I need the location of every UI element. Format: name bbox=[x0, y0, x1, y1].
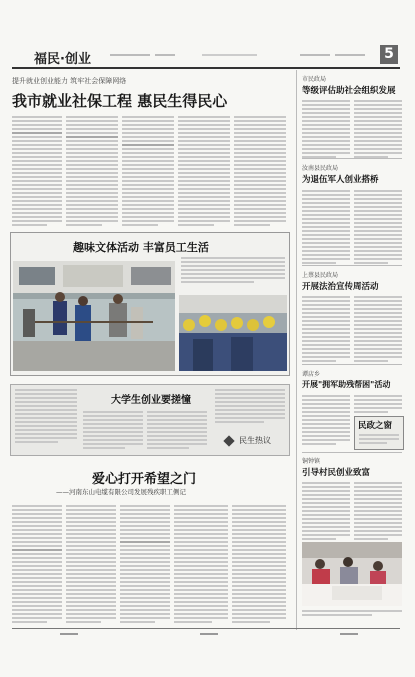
opinion-tag-label: 民生热议 bbox=[239, 436, 271, 445]
photo-feature bbox=[10, 232, 290, 376]
badge-title: 民政之窗 bbox=[358, 421, 393, 431]
section-title: 福民·创业 bbox=[34, 52, 91, 67]
masthead bbox=[0, 43, 415, 67]
sidebar-item3-headline: 开展法治宣传周活动 bbox=[302, 282, 379, 292]
photo-feature-headline: 趣味文体活动 丰富员工生活 bbox=[73, 241, 209, 254]
opinion-headline: 大学生创业要搓憧 bbox=[111, 395, 191, 406]
opinion-tag bbox=[225, 435, 285, 449]
opinion-box bbox=[10, 384, 290, 456]
sidebar-item2-headline: 为退伍军人创业搭桥 bbox=[302, 175, 379, 185]
sidebar-item1-source: 市民政局 bbox=[302, 76, 327, 83]
page-number: 5 bbox=[380, 45, 398, 64]
sidebar-item5-source: 铜钟镇 bbox=[302, 458, 321, 465]
sidebar-item3-source: 上蔡县民政局 bbox=[302, 272, 339, 279]
photo-tug-of-war bbox=[13, 261, 175, 371]
lead-headline: 我市就业社保工程 惠民生得民心 bbox=[12, 92, 228, 110]
diamond-icon bbox=[223, 435, 234, 446]
sidebar-item4-source: 谭店乡 bbox=[302, 371, 321, 378]
bottom-headline: 爱心打开希望之门 bbox=[92, 472, 197, 487]
sidebar-item4-headline: 开展"拥军助残帮困"活动 bbox=[302, 379, 391, 389]
photo-sewing-workshop bbox=[302, 542, 402, 606]
sidebar-item2-source: 汝南县民政局 bbox=[302, 165, 339, 172]
lead-kicker: 提升就业创业能力 筑牢社会保障网络 bbox=[12, 77, 127, 85]
photo-group-workers bbox=[179, 295, 287, 371]
minzheng-window-badge bbox=[354, 416, 404, 450]
sidebar-item1-headline: 等级评估助社会组织发展 bbox=[302, 86, 396, 96]
bottom-subhead: ——河南东山电缆有限公司发展残疾职工侧记 bbox=[56, 488, 186, 496]
sidebar-item5-headline: 引导村民创业致富 bbox=[302, 468, 371, 478]
